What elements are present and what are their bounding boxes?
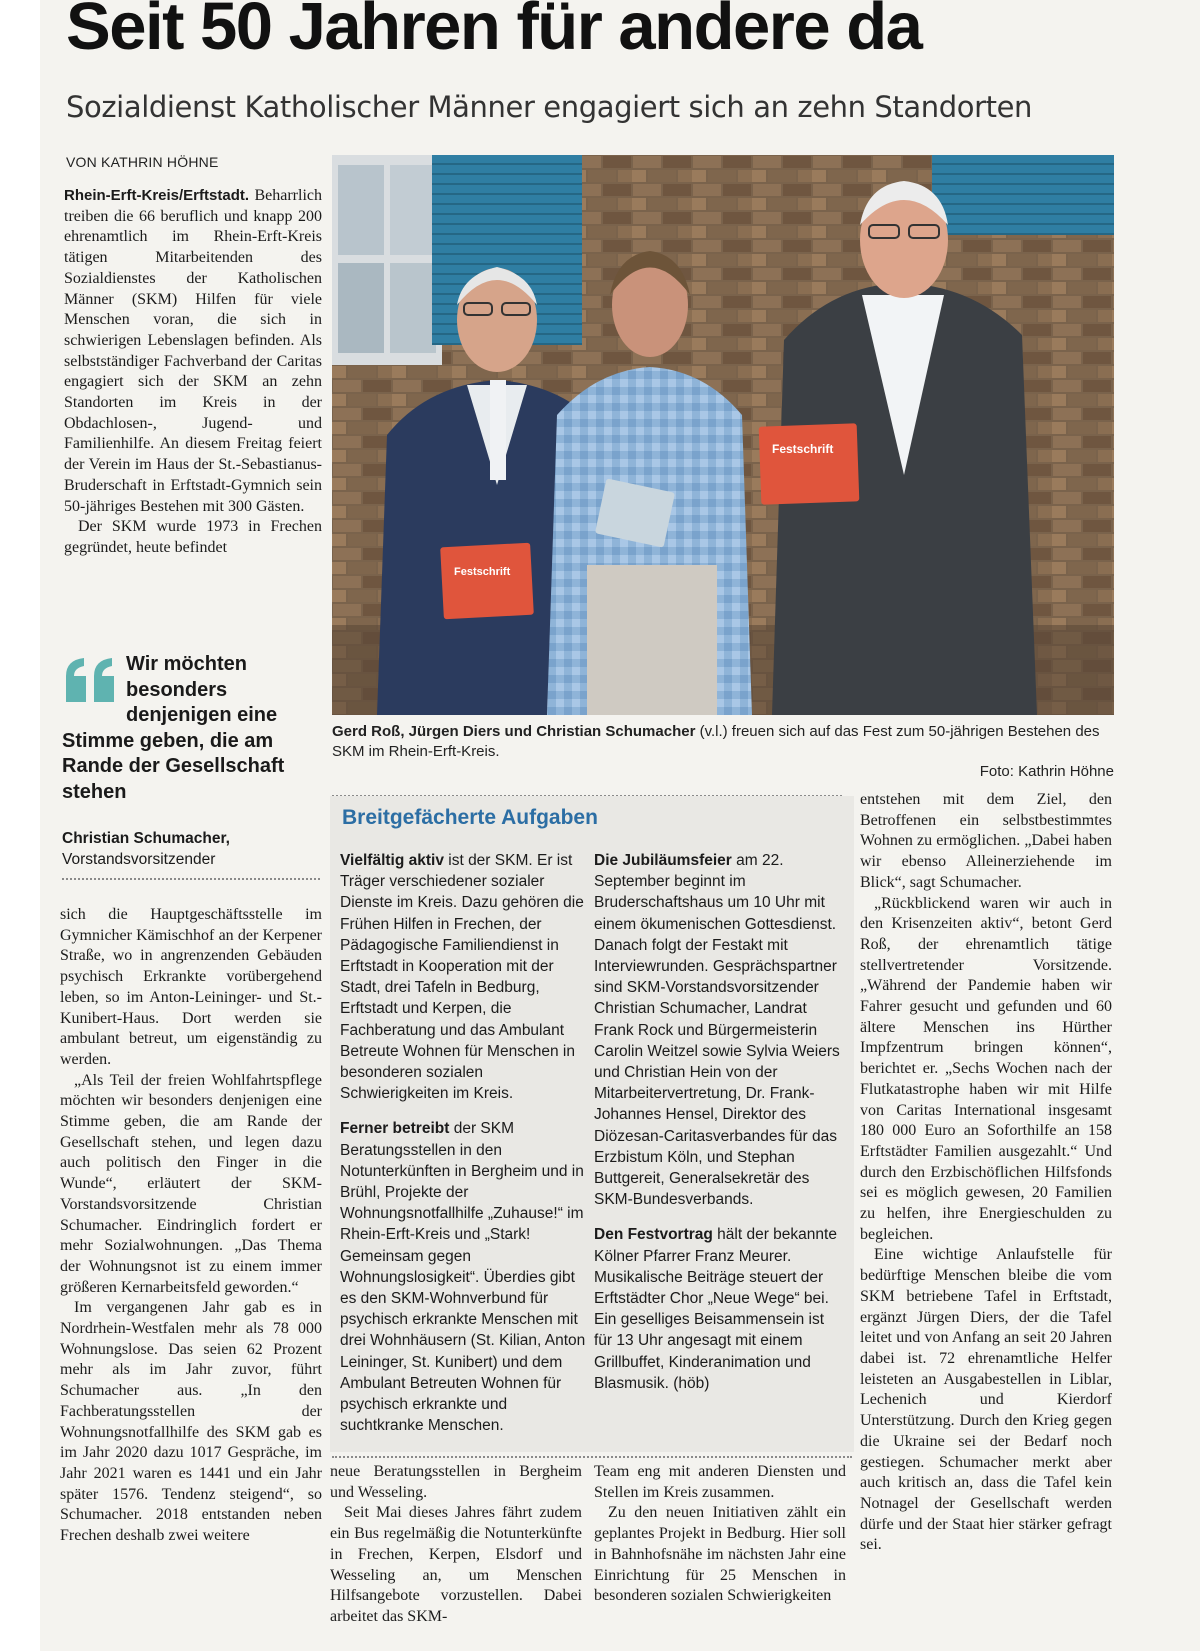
infobox-paragraph bbox=[340, 1118, 592, 1436]
paragraph-lead: Den Festvortrag bbox=[594, 1226, 713, 1244]
column-spacer bbox=[860, 730, 1112, 790]
newspaper-page bbox=[40, 0, 1200, 1651]
lead-location: Rhein-Erft-Kreis/Erftstadt. bbox=[64, 187, 250, 204]
article-column-4 bbox=[860, 730, 1112, 1651]
subheadline: Sozialdienst Katholischer Männer engagiert sich an zehn Standorten bbox=[66, 90, 1033, 124]
paragraph: Im vergangenen Jahr gab es in Nordrhein-Westfalen mehr als 78 000 Wohnungslose. Das seien 62 Prozent mehr als im Jahr zuvor, führt Schumacher aus. „In den Fachberatungsstellen der Wohnungsnotfallhilfe des SKM gab es im Jahr 2020 dazu 1017 Gespräche, im Jahr 2021 waren es 1441 und ein Jahr später 1576. Tendenz steigend“, so Schumacher. 2018 entstanden neben Frechen deshalb zwei weitere bbox=[60, 1299, 322, 1545]
paragraph: Eine wichtige Anlaufstelle für bedürftige Menschen bleibe die vom SKM betriebene Tafel in Erftstadt, ergänzt Jürgen Diers, der die Tafel leitet und von Anfang an seit 20 Jahren dabei ist. 72 ehrenamtliche Helfer leisteten an Ausgabestellen in Liblar, Lechenich und Kierdorf Unterstützung. Durch den Krieg gegen die Ukraine sei der Bedarf noch gestiegen. Schumacher merkt aber auch kritisch an, dass die Tafel kein Notnagel der Gesellschaft werden dürfe und der Staat hier stärker gefragt sei. bbox=[860, 1246, 1112, 1554]
paragraph: entstehen mit dem Ziel, den Betroffenen ein selbstbestimmtes Wohnen zu ermöglichen. „Dabei haben wir ebenso Alleinerziehende im Blick“, sagt Schumacher. bbox=[860, 791, 1112, 891]
quote-role: Vorstandsvorsitzender bbox=[62, 851, 216, 868]
infobox-title: Breitgefächerte Aufgaben bbox=[342, 806, 598, 829]
quote-text: Wir möchten besonders denjenigen eine Stimme geben, die am Rande der Gesellschaft stehen bbox=[62, 653, 285, 803]
paragraph-text: ist der SKM. Er ist Träger verschiedener sozialer Dienste im Kreis. Dazu gehören die Frühen Hilfen in Frechen, der Pädagogische Familiendienst in Erftstadt in Kooperation mit der Stadt, drei Tafeln in Bedburg, Erftstadt und Kerpen, die Fachberatung und das Ambulant Betreute Wohnen für Menschen in besonderen sozialen Schwierigkeiten im Kreis. bbox=[340, 852, 584, 1103]
paragraph: neue Beratungsstellen in Bergheim und Wesseling. bbox=[330, 1463, 582, 1501]
paragraph: Der SKM wurde 1973 in Frechen gegründet, heute befindet bbox=[64, 518, 322, 556]
caption-names: Gerd Roß, Jürgen Diers und Christian Schumacher bbox=[332, 723, 696, 740]
infobox-column-1 bbox=[340, 850, 592, 1450]
book-label: Festschrift bbox=[454, 566, 511, 578]
quote-attribution bbox=[62, 828, 320, 870]
photo-credit: Foto: Kathrin Höhne bbox=[979, 763, 1114, 780]
paragraph: Team eng mit anderen Diensten und Stellen im Kreis zusammen. bbox=[594, 1463, 846, 1501]
paragraph: „Als Teil der freien Wohlfahrtspflege möchten wir besonders denjenigen eine Stimme geben, die am Rande der Gesellschaft stehen, und legen dazu auch politisch den Finger in die Wunde“, erläutert der SKM-Vorstandsvorsitzende Christian Schumacher. Eindringlich fordert er mehr Sozialwohnungen. „Das Thema der Wohnungsnot ist zu einem immer größeren Kernarbeitsfeld geworden.“ bbox=[60, 1071, 322, 1296]
infobox-paragraph bbox=[594, 850, 846, 1210]
paragraph: sich die Hauptgeschäftsstelle im Gymnicher Kämischhof an der Kerpener Straße, wo in angrenzenden Gebäuden psychisch Erkrankte vorübergehend leben, so im Anton-Leininger- und St.-Kunibert-Haus. Dort werden sie ambulant betreut, um eigenständig zu werden. bbox=[60, 906, 322, 1068]
article-column-1-top bbox=[64, 186, 322, 614]
article-column-2-bottom bbox=[330, 1462, 582, 1651]
caption-text: (v.l.) freuen sich auf das Fest zum 50-jährigen Bestehen des SKM im Rhein-Erft-Kreis. bbox=[332, 723, 1100, 760]
paragraph-text: hält der bekannte Kölner Pfarrer Franz Meurer. Musikalische Beiträge steuert der Erftstädter Chor „Neue Wege“ bei. Ein geselliges Beisammensein ist für 13 Uhr angesagt mit einem Grillbuffet, Kinderanimation und Blasmusik. (höb) bbox=[594, 1226, 837, 1392]
byline: VON KATHRIN HÖHNE bbox=[66, 154, 219, 170]
paragraph-lead: Vielfältig aktiv bbox=[340, 852, 444, 869]
pull-quote bbox=[62, 652, 320, 805]
paragraph: Seit Mai dieses Jahres fährt zudem ein Bus regelmäßig die Notunterkünfte in Frechen, Kerpen, Elsdorf und Wesseling an, um Menschen Hilfsangebote vorzustellen. Dabei arbeitet das SKM- bbox=[330, 1504, 582, 1625]
infobox-paragraph bbox=[594, 1224, 846, 1394]
infobox-paragraph bbox=[340, 850, 592, 1104]
paragraph-lead: Ferner betreibt bbox=[340, 1120, 450, 1138]
divider bbox=[332, 1456, 852, 1458]
paragraph: „Rückblickend waren wir auch in den Krisenzeiten aktiv“, betont Gerd Roß, der ehrenamtlich tätige stellvertretender Vorsitzende. „Während der Pandemie haben wir Fahrer gesucht und gefunden und 60 ältere Menschen ins Hürther Impfzentrum bringen können“, berichtet er. „Sechs Wochen nach der Flutkatastrophe haben wir mit Hilfe von Caritas International insgesamt 180 000 Euro an Soforthilfe an 158 Erftstädter Familien ausgezahlt.“ Und durch den Erzbischöflichen Hilfsfonds sei es möglich gewesen, 20 Familien zu helfen, ihre Energieschulden zu begleichen. bbox=[860, 894, 1112, 1243]
paragraph-lead: Die Jubiläumsfeier bbox=[594, 852, 732, 869]
paragraph-text: der SKM Beratungsstellen in den Notunterkünften in Bergheim und in Brühl, Projekte der Wohnungsnotfallhilfe „Zuhause!“ im Rhein-Erft-Kreis und „Stark! Gemeinsam gegen Wohnungslosigkeit“. Überdies gibt es den SKM-Wohnverbund für psychisch erkrankte Menschen mit drei Wohnhäusern (St. Kilian, Anton Leininger, St. Kunibert) und dem Ambulant Betreuten Wohnen für psychisch erkrankte und suchtkranke Menschen. bbox=[340, 1120, 586, 1435]
quote-author: Christian Schumacher, bbox=[62, 830, 230, 847]
divider bbox=[62, 878, 320, 880]
infobox-column-2 bbox=[594, 850, 846, 1450]
article-photo bbox=[332, 155, 1114, 715]
book-label: Festschrift bbox=[772, 442, 834, 456]
quote-mark-icon bbox=[62, 656, 118, 704]
photo-illustration bbox=[332, 155, 1114, 715]
headline: Seit 50 Jahren für andere da bbox=[66, 0, 922, 64]
article-column-1-bottom bbox=[60, 905, 322, 1651]
paragraph: Zu den neuen Initiativen zählt ein geplantes Projekt in Bedburg. Hier soll in Bahnhofsnähe im nächsten Jahr eine Einrichtung für 25 Menschen in besonderen sozialen Schwierigkeiten bbox=[594, 1504, 846, 1605]
article-column-3-bottom bbox=[594, 1462, 846, 1651]
paragraph: Beharrlich treiben die 66 beruflich und knapp 200 ehrenamtlich im Rhein-Erft-Kreis tätigen Mitarbeitenden des Sozialdienstes der Katholischen Männer (SKM) Hilfen für viele Menschen voran, die sich in schwierigen Lebenslagen befinden. Als selbstständiger Fachverband der Caritas engagiert sich der SKM an zehn Standorten im Kreis in der Obdachlosen-, Jugend- und Familienhilfe. An diesem Freitag feiert der Verein im Haus der St.-Sebastianus-Bruderschaft in Erftstadt-Gymnich sein 50-jähriges Bestehen mit 300 Gästen. bbox=[64, 187, 322, 515]
paragraph-text: am 22. September beginnt im Bruderschaftshaus um 10 Uhr mit einem ökumenischen Gottesdienst. Danach folgt der Festakt mit Interviewrunden. Gesprächspartner sind SKM-Vorstandsvorsitzender Christian Schumacher, Landrat Frank Rock und Bürgermeisterin Carolin Weitzel sowie Sylvia Weiers und Christian Hein von der Mitarbeitervertretung, Dr. Frank-Johannes Hensel, Direktor des Diözesan-Caritasverbandes für das Erzbistum Köln, und Stephan Buttgereit, Generalsekretär des SKM-Bundesverbands. bbox=[594, 852, 840, 1209]
